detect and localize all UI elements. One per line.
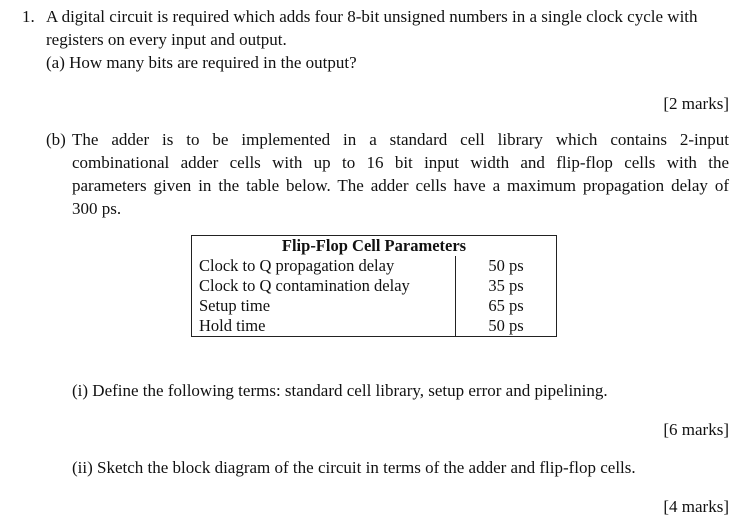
param-name: Clock to Q contamination delay — [192, 276, 456, 296]
part-b-i-marks: [6 marks] — [663, 420, 729, 439]
param-name: Clock to Q propagation delay — [192, 256, 456, 276]
part-b-ii-marks: [4 marks] — [663, 497, 729, 516]
part-b-label: (b) — [46, 130, 66, 149]
part-b-ii-text: (ii) Sketch the block diagram of the circuit in terms of the adder and flip-flop cells. — [72, 458, 636, 477]
part-b-line-4: 300 ps. — [72, 199, 122, 218]
intro-line-1: A digital circuit is required which adds four 8-bit unsigned numbers in a single clock cycle with — [46, 7, 698, 26]
table-row — [192, 276, 557, 296]
intro-line-2: registers on every input and output. — [46, 30, 287, 49]
param-name: Setup time — [192, 296, 456, 316]
table-row — [192, 296, 557, 316]
part-b-i-text: (i) Define the following terms: standard cell library, setup error and pipelining. — [72, 381, 608, 400]
param-value: 50 ps — [456, 316, 557, 337]
part-a-text: (a) How many bits are required in the output? — [46, 53, 357, 72]
question-number: 1. — [22, 7, 35, 26]
part-a-marks: [2 marks] — [663, 94, 729, 113]
part-b-line-3: parameters given in the table below. The adder cells have a maximum propagation delay of — [72, 176, 729, 195]
table-row — [192, 316, 557, 337]
table-title: Flip-Flop Cell Parameters — [192, 236, 557, 257]
param-name: Hold time — [192, 316, 456, 337]
part-b-line-2: combinational adder cells with up to 16 bit input width and flip-flop cells with the — [72, 153, 729, 172]
param-value: 65 ps — [456, 296, 557, 316]
param-value: 35 ps — [456, 276, 557, 296]
table-row — [192, 256, 557, 276]
param-value: 50 ps — [456, 256, 557, 276]
part-b-line-1: The adder is to be implemented in a standard cell library which contains 2-input — [72, 130, 729, 149]
flip-flop-parameters-table — [191, 235, 557, 337]
